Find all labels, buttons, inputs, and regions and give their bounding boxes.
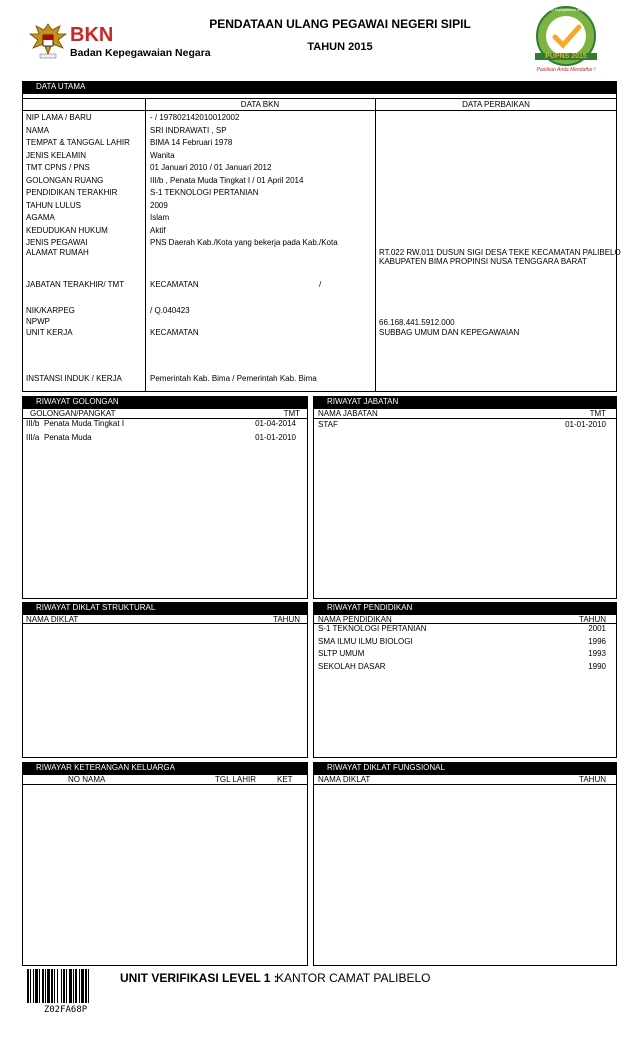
page-year: TAHUN 2015 <box>307 41 373 53</box>
jabatan-name: STAF <box>318 420 338 429</box>
diklat-struktural-box <box>22 614 308 758</box>
pendidikan-year: 1993 <box>588 649 606 658</box>
golongan-col-pangkat: GOLONGAN/PANGKAT <box>30 409 116 418</box>
keluarga-col-ket: KET <box>277 775 293 784</box>
golongan-col-tmt: TMT <box>283 409 300 418</box>
diklat-struktural-header: RIWAYAT DIKLAT STRUKTURAL <box>22 602 308 614</box>
pendidikan-col-tahun: TAHUN <box>579 615 606 624</box>
page-title: PENDATAAN ULANG PEGAWAI NEGERI SIPIL <box>209 17 471 31</box>
label-unit-kerja: UNIT KERJA <box>26 328 73 337</box>
value-agama: Islam <box>150 213 170 222</box>
label-jabatan: JABATAN TERAKHIR/ TMT <box>26 280 125 289</box>
value-jenis-pegawai: PNS Daerah Kab./Kota yang bekerja pada Kab./Kota <box>150 238 338 247</box>
pendidikan-name: SMA ILMU ILMU BIOLOGI <box>318 637 413 646</box>
value-jabatan: KECAMATAN <box>150 280 199 289</box>
label-nip: NIP LAMA / BARU <box>26 113 92 122</box>
value-jenis-kelamin: Wanita <box>150 151 175 160</box>
diklat-fungsional-box <box>313 774 617 966</box>
pendidikan-year: 1996 <box>588 637 606 646</box>
keluarga-col-nama: NO NAMA <box>68 775 106 784</box>
label-agama: AGAMA <box>26 213 55 222</box>
label-nik: NIK/KARPEG <box>26 306 75 315</box>
value-kedudukan: Aktif <box>150 226 166 235</box>
garuda-emblem-icon <box>28 20 68 60</box>
value-golongan: III/b , Penata Muda Tingkat I / 01 April 2014 <box>150 176 304 185</box>
golongan-name: Penata Muda Tingkat I <box>44 419 125 428</box>
col-data-perbaikan: DATA PERBAIKAN <box>462 100 530 109</box>
jabatan-col-nama: NAMA JABATAN <box>318 409 378 418</box>
bkn-logo-text: BKN <box>70 24 114 46</box>
jabatan-col-tmt: TMT <box>589 409 606 418</box>
value-pendidikan: S-1 TEKNOLOGI PERTANIAN <box>150 188 259 197</box>
data-utama-header: DATA UTAMA <box>22 81 617 93</box>
jabatan-tmt: 01-01-2010 <box>565 420 606 429</box>
golongan-tmt: 01-04-2014 <box>255 419 296 428</box>
barcode <box>27 969 104 1003</box>
barcode-text: Z02FA68P <box>43 1005 88 1015</box>
pupns-badge <box>527 5 605 77</box>
diklat-struktural-col-tahun: TAHUN <box>273 615 300 624</box>
riwayat-pendidikan-header: RIWAYAT PENDIDIKAN <box>313 602 617 614</box>
unit-kerja-perbaikan: SUBBAG UMUM DAN KEPEGAWAIAN <box>379 328 520 337</box>
label-jenis-pegawai: JENIS PEGAWAI <box>26 238 88 247</box>
pendidikan-year: 1990 <box>588 662 606 671</box>
label-golongan: GOLONGAN RUANG <box>26 176 104 185</box>
label-pendidikan: PENDIDIKAN TERAKHIR <box>26 188 118 197</box>
org-name: Badan Kepegawaian Negara <box>70 47 211 59</box>
value-jabatan-slash: / <box>319 280 322 289</box>
pendidikan-col-nama: NAMA PENDIDIKAN <box>318 615 392 624</box>
diklat-fungsional-col-tahun: TAHUN <box>579 775 606 784</box>
label-tahun-lulus: TAHUN LULUS <box>26 201 81 210</box>
value-unit-kerja: KECAMATAN <box>150 328 199 337</box>
riwayat-pendidikan-box <box>313 614 617 758</box>
value-ttl: BIMA 14 Februari 1978 <box>150 138 233 147</box>
value-nip: - / 197802142010012002 <box>150 113 240 122</box>
label-nama: NAMA <box>26 126 50 135</box>
riwayat-keluarga-box <box>22 774 308 966</box>
value-tahun-lulus: 2009 <box>150 201 168 210</box>
verification-value: KANTOR CAMAT PALIBELO <box>276 971 431 985</box>
riwayat-jabatan-header: RIWAYAT JABATAN <box>313 396 617 408</box>
label-ttl: TEMPAT & TANGGAL LAHIR <box>26 138 130 147</box>
pendidikan-name: S-1 TEKNOLOGI PERTANIAN <box>318 624 427 633</box>
label-jenis-kelamin: JENIS KELAMIN <box>26 151 87 160</box>
diklat-fungsional-col-nama: NAMA DIKLAT <box>318 775 371 784</box>
pendidikan-year: 2001 <box>588 624 606 633</box>
label-alamat: ALAMAT RUMAH <box>26 248 89 257</box>
riwayat-keluarga-header: RIWAYAR KETERANGAN KELUARGA <box>22 762 308 774</box>
golongan-tmt: 01-01-2010 <box>255 433 296 442</box>
value-nama: SRI INDRAWATI , SP <box>150 126 227 135</box>
barcode-icon <box>27 969 104 1003</box>
badge-tagline: Pastikan Anda Mendaftar ! <box>536 67 596 73</box>
npwp-perbaikan: 66.168.441.5912.000 <box>379 318 455 327</box>
riwayat-golongan-header: RIWAYAT GOLONGAN <box>22 396 308 408</box>
pendidikan-name: SEKOLAH DASAR <box>318 662 386 671</box>
keluarga-col-tgl-lahir: TGL LAHIR <box>215 775 257 784</box>
badge-arc-text: Badan Kepegawaian Negara <box>543 8 589 12</box>
golongan-name: Penata Muda <box>44 433 92 442</box>
verification-label: UNIT VERIFIKASI LEVEL 1 : <box>120 971 278 985</box>
alamat-perbaikan-line2: KABUPATEN BIMA PROPINSI NUSA TENGGARA BARAT <box>379 257 587 266</box>
diklat-fungsional-header: RIWAYAT DIKLAT FUNGSIONAL <box>313 762 617 774</box>
golongan-code: III/b <box>26 419 40 428</box>
badge-name: PUPNS 2015 <box>535 53 597 60</box>
alamat-perbaikan-line1: RT.022 RW.011 DUSUN SIGI DESA TEKE KECAMATAN PALIBELO <box>379 248 621 257</box>
value-tmt: 01 Januari 2010 / 01 Januari 2012 <box>150 163 272 172</box>
golongan-code: III/a <box>26 433 40 442</box>
label-npwp: NPWP <box>26 317 50 326</box>
value-nik: / Q.040423 <box>150 306 190 315</box>
label-tmt: TMT CPNS / PNS <box>26 163 90 172</box>
label-instansi: INSTANSI INDUK / KERJA <box>26 374 122 383</box>
diklat-struktural-col-nama: NAMA DIKLAT <box>26 615 79 624</box>
riwayat-jabatan-box <box>313 408 617 599</box>
col-data-bkn: DATA BKN <box>240 100 280 109</box>
pendidikan-name: SLTP UMUM <box>318 649 365 658</box>
label-kedudukan: KEDUDUKAN HUKUM <box>26 226 108 235</box>
value-instansi: Pemerintah Kab. Bima / Pemerintah Kab. Bima <box>150 374 317 383</box>
